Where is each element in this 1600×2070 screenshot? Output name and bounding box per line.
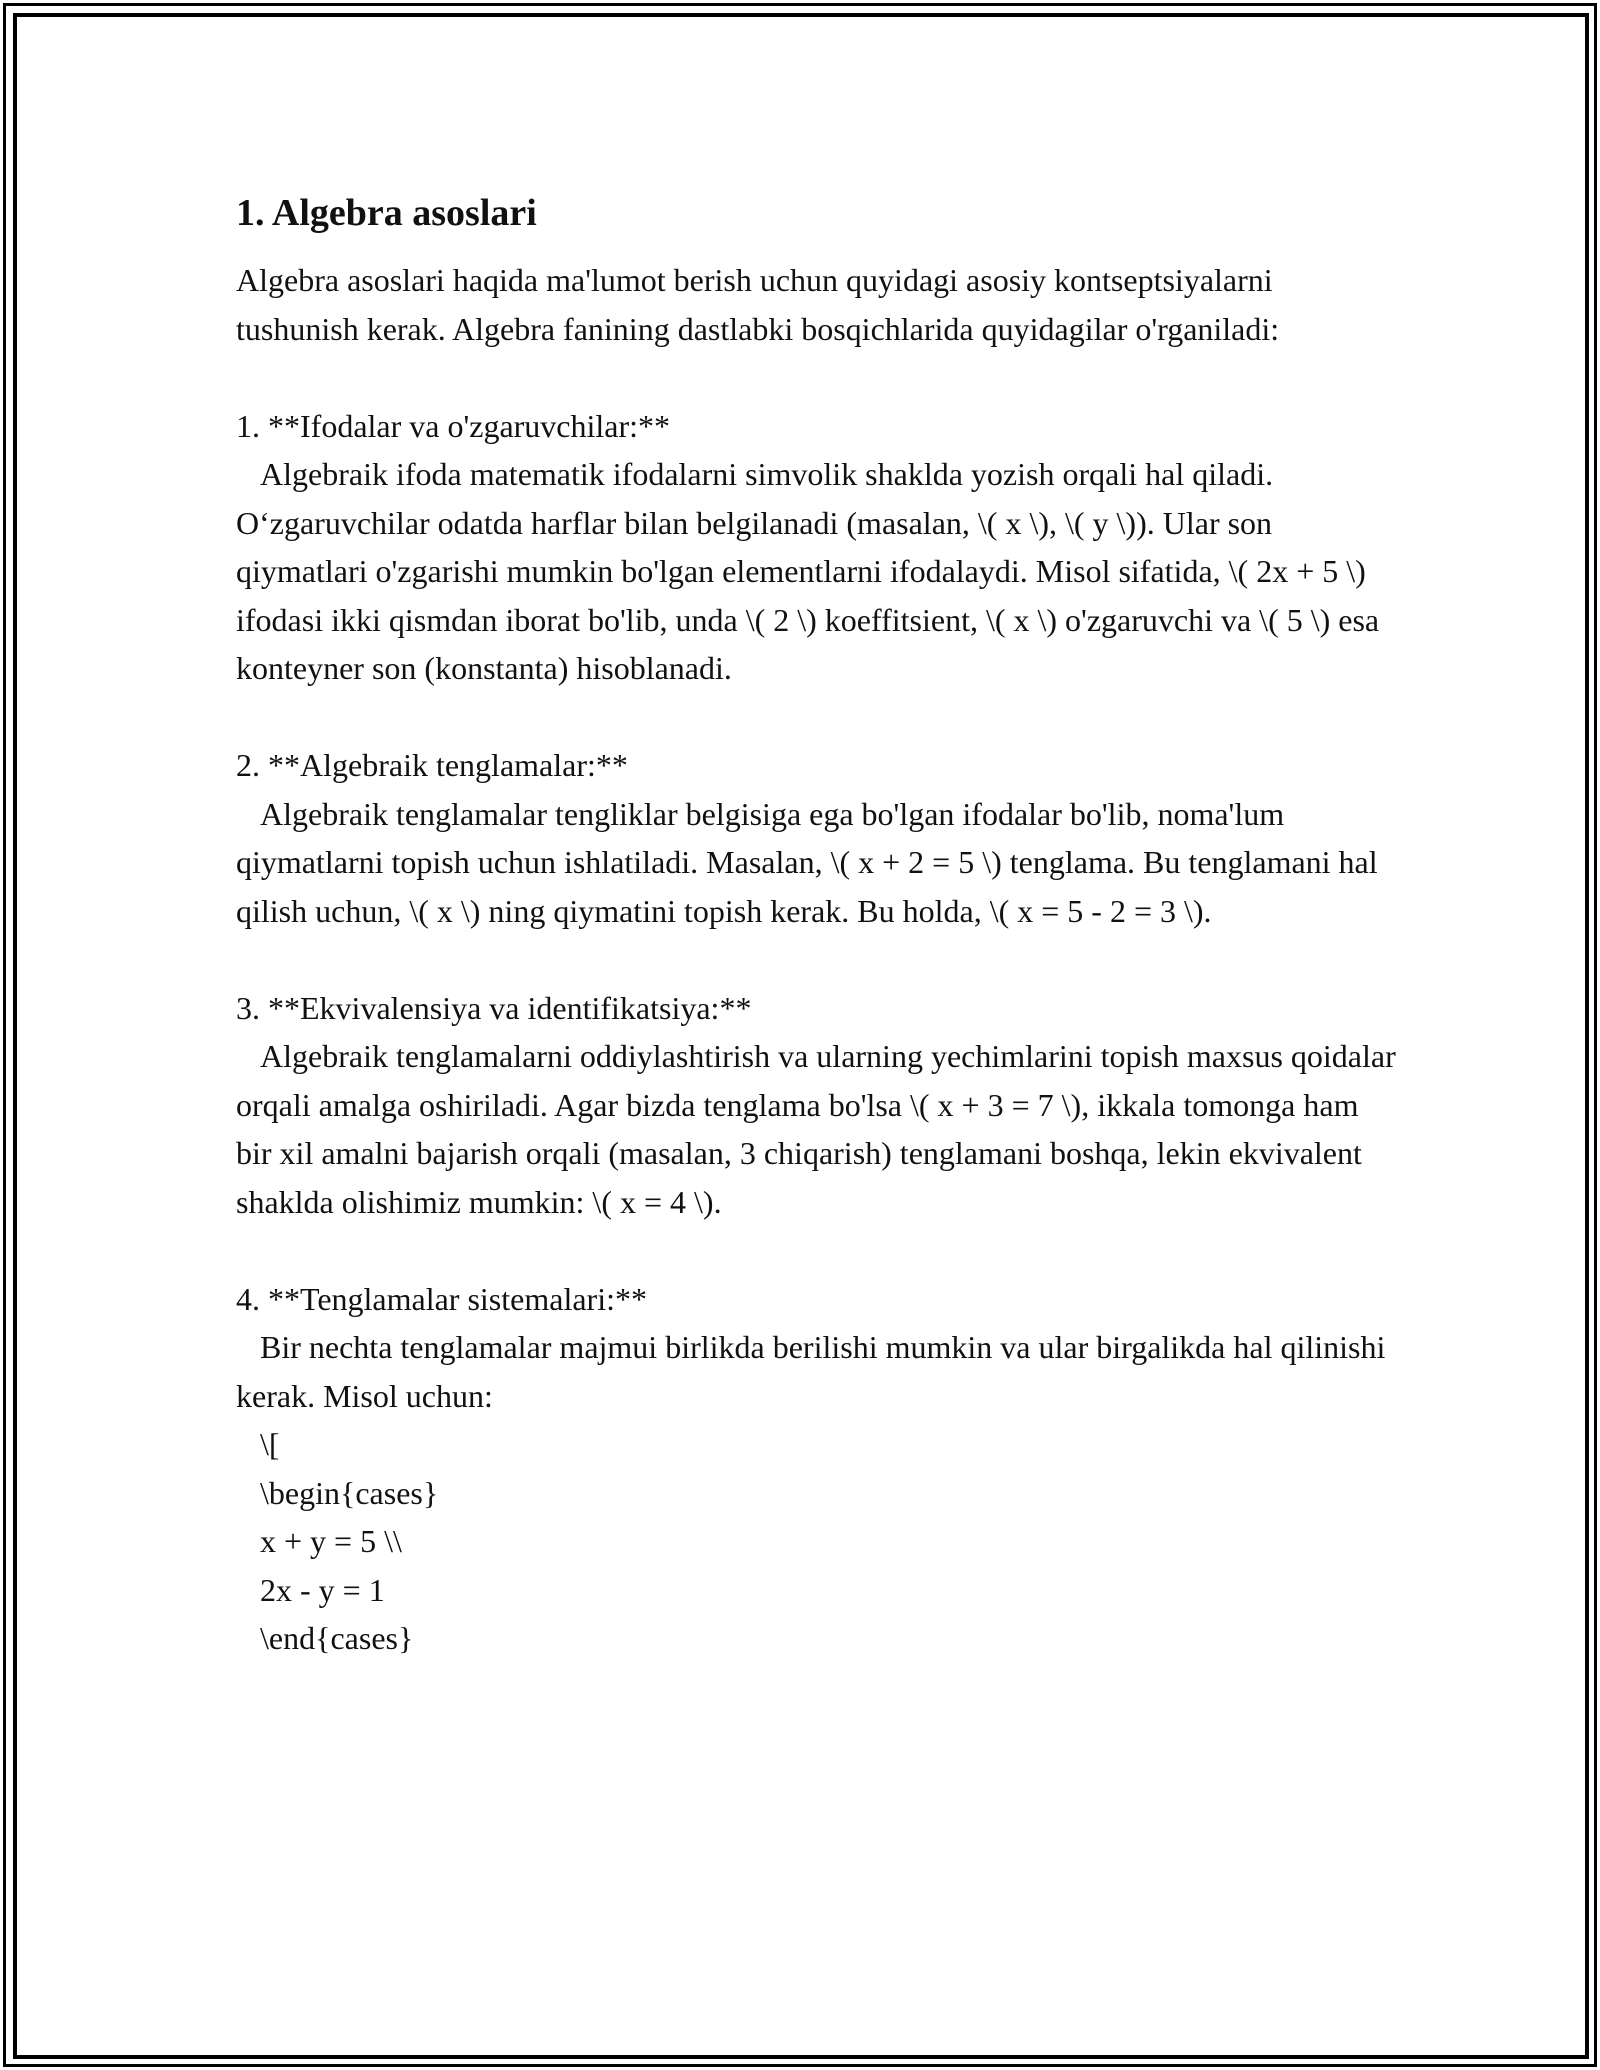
section-1-heading: 1. **Ifodalar va o'zgaruvchilar:** xyxy=(236,407,671,444)
section-1-body: Algebraik ifoda matematik ifodalarni simvolik shaklda yozish orqali hal qiladi. O‘zgaruvchilar odatda harflar bilan belgilanadi (masalan, \( x \), \( y \)). Ular son qiymatlari o'zgarishi mumkin bo'lgan elementlarni ifodalaydi. Misol sifatida, \( 2x + 5 \) ifodasi ikki qismdan iborat bo'lib, unda \( 2 \) koeffitsient, \( x \) o'zgaruvchi va \( 5 \) esa konteyner son (konstanta) hisoblanadi. xyxy=(236,456,1388,686)
document-title: 1. Algebra asoslari xyxy=(236,192,537,234)
section-3-body: Algebraik tenglamalarni oddiylashtirish va ularning yechimlarini topish maxsus qoidalar orqali amalga oshiriladi. Agar bizda tenglama bo'lsa \( x + 3 = 7 \), ikkala tomonga ham bir xil amalni bajarish orqali (masalan, 3 chiqarish) tenglamani boshqa, lekin ekvivalent shaklda olishimiz mumkin: \( x = 4 \). xyxy=(236,1038,1404,1220)
paragraph-spacer xyxy=(236,1226,1396,1275)
paragraph-spacer xyxy=(236,353,1396,402)
document-page xyxy=(236,186,1404,1663)
section-2-body: Algebraik tenglamalar tengliklar belgisiga ega bo'lgan ifodalar bo'lib, noma'lum qiymatlarni topish uchun ishlatiladi. Masalan, \( x + 2 = 5 \) tenglama. Bu tenglamani hal qilish uchun, \( x \) ning qiymatini topish kerak. Bu holda, \( x = 5 - 2 = 3 \). xyxy=(236,795,1386,929)
section-2-heading: 2. **Algebraik tenglamalar:** xyxy=(236,747,628,783)
paragraph-spacer xyxy=(236,935,1396,984)
paragraph-spacer xyxy=(236,693,1396,742)
section-4-body: Bir nechta tenglamalar majmui birlikda berilishi mumkin va ular birgalikda hal qilinishi kerak. Misol uchun: \[ \begin{cases} x + y = 5 \\ 2x - y = 1 \end{cases} xyxy=(236,1329,1386,1656)
section-4-heading: 4. **Tenglamalar sistemalari:** xyxy=(236,1280,647,1317)
section-3-heading: 3. **Ekvivalensiya va identifikatsiya:** xyxy=(236,989,752,1026)
intro-paragraph: Algebra asoslari haqida ma'lumot berish uchun quyidagi asosiy kontseptsiyalarni tushunish kerak. Algebra fanining dastlabki bosqichlarida quyidagilar o'rganiladi: xyxy=(236,262,1281,347)
